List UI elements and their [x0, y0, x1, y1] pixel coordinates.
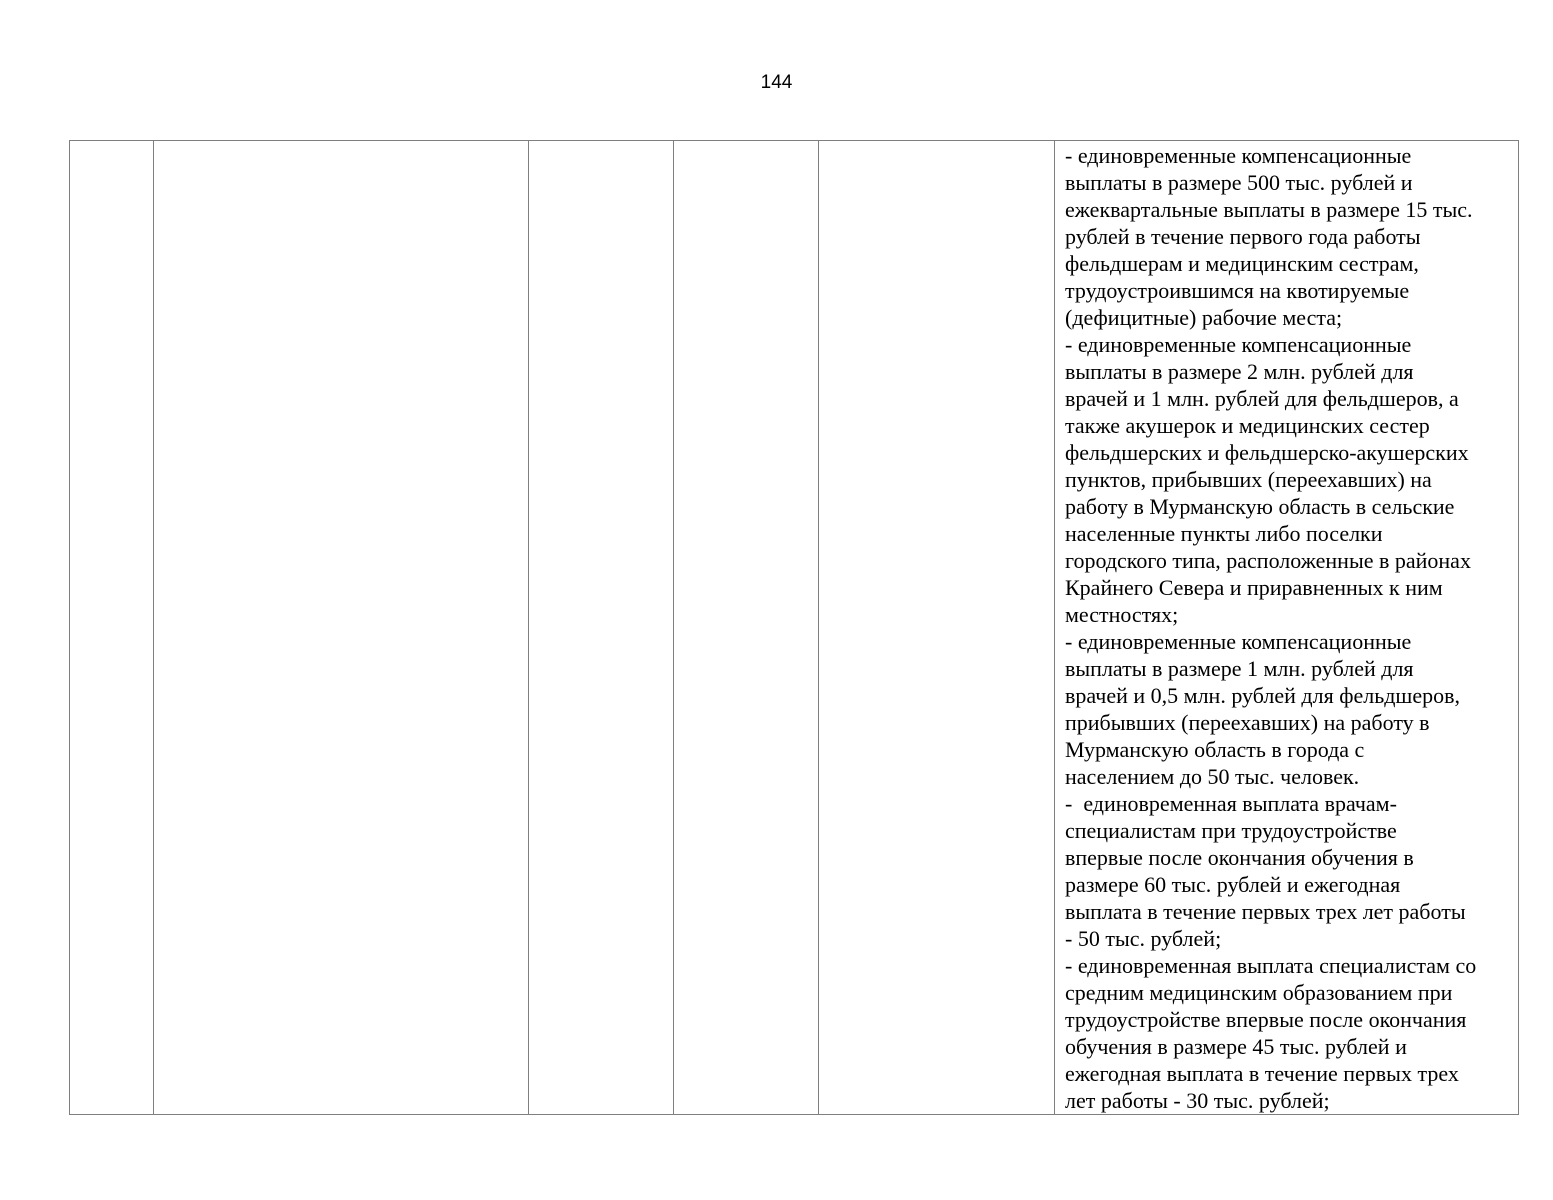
text-line: выплаты в размере 500 тыс. рублей и	[1065, 170, 1413, 195]
text-line: лет работы - 30 тыс. рублей;	[1065, 1088, 1330, 1113]
page-number: 144	[760, 72, 793, 93]
cell-col-5	[819, 141, 1055, 1115]
text-line: трудоустройстве впервые после окончания	[1065, 1007, 1467, 1032]
text-line: - единовременная выплата врачам-	[1065, 791, 1397, 816]
table-row	[70, 141, 1519, 1115]
text-line: местностях;	[1065, 602, 1179, 627]
text-line: фельдшерских и фельдшерско-акушерских	[1065, 440, 1469, 465]
text-line: специалистам при трудоустройстве	[1065, 818, 1397, 843]
text-line: - 50 тыс. рублей;	[1065, 926, 1222, 951]
text-line: выплаты в размере 1 млн. рублей для	[1065, 656, 1414, 681]
cell-col-1	[70, 141, 154, 1115]
text-line: фельдшерам и медицинским сестрам,	[1065, 251, 1419, 276]
text-line: пунктов, прибывших (переехавших) на	[1065, 467, 1432, 492]
text-line: ежегодная выплата в течение первых трех	[1065, 1061, 1459, 1086]
text-line: - единовременные компенсационные	[1065, 332, 1412, 357]
text-line: выплата в течение первых трех лет работы	[1065, 899, 1466, 924]
text-line: средним медицинским образованием при	[1065, 980, 1453, 1005]
text-line: рублей в течение первого года работы	[1065, 224, 1421, 249]
measures-description-cell	[1055, 141, 1519, 1115]
text-line: врачей и 1 млн. рублей для фельдшеров, а	[1065, 386, 1459, 411]
text-line: врачей и 0,5 млн. рублей для фельдшеров,	[1065, 683, 1461, 708]
text-line: ежеквартальные выплаты в размере 15 тыс.	[1065, 197, 1473, 222]
text-line: - единовременная выплата специалистам со	[1065, 953, 1477, 978]
text-line: обучения в размере 45 тыс. рублей и	[1065, 1034, 1407, 1059]
text-line: (дефицитные) рабочие места;	[1065, 305, 1343, 330]
text-line: также акушерок и медицинских сестер	[1065, 413, 1430, 438]
text-line: городского типа, расположенные в районах	[1065, 548, 1471, 573]
text-line: - единовременные компенсационные	[1065, 629, 1412, 654]
cell-col-2	[154, 141, 529, 1115]
cell-col-3	[529, 141, 674, 1115]
text-line: Крайнего Севера и приравненных к ним	[1065, 575, 1443, 600]
text-line: населением до 50 тыс. человек.	[1065, 764, 1360, 789]
text-line: впервые после окончания обучения в	[1065, 845, 1414, 870]
text-line: трудоустроившимся на квотируемые	[1065, 278, 1410, 303]
text-line: прибывших (переехавших) на работу в	[1065, 710, 1430, 735]
text-line: выплаты в размере 2 млн. рублей для	[1065, 359, 1414, 384]
cell-col-4	[674, 141, 819, 1115]
text-line: - единовременные компенсационные	[1065, 143, 1412, 168]
text-line: размере 60 тыс. рублей и ежегодная	[1065, 872, 1401, 897]
text-line: Мурманскую область в города с	[1065, 737, 1365, 762]
document-table	[69, 140, 1519, 1115]
text-line: населенные пункты либо поселки	[1065, 521, 1383, 546]
text-line: работу в Мурманскую область в сельские	[1065, 494, 1455, 519]
